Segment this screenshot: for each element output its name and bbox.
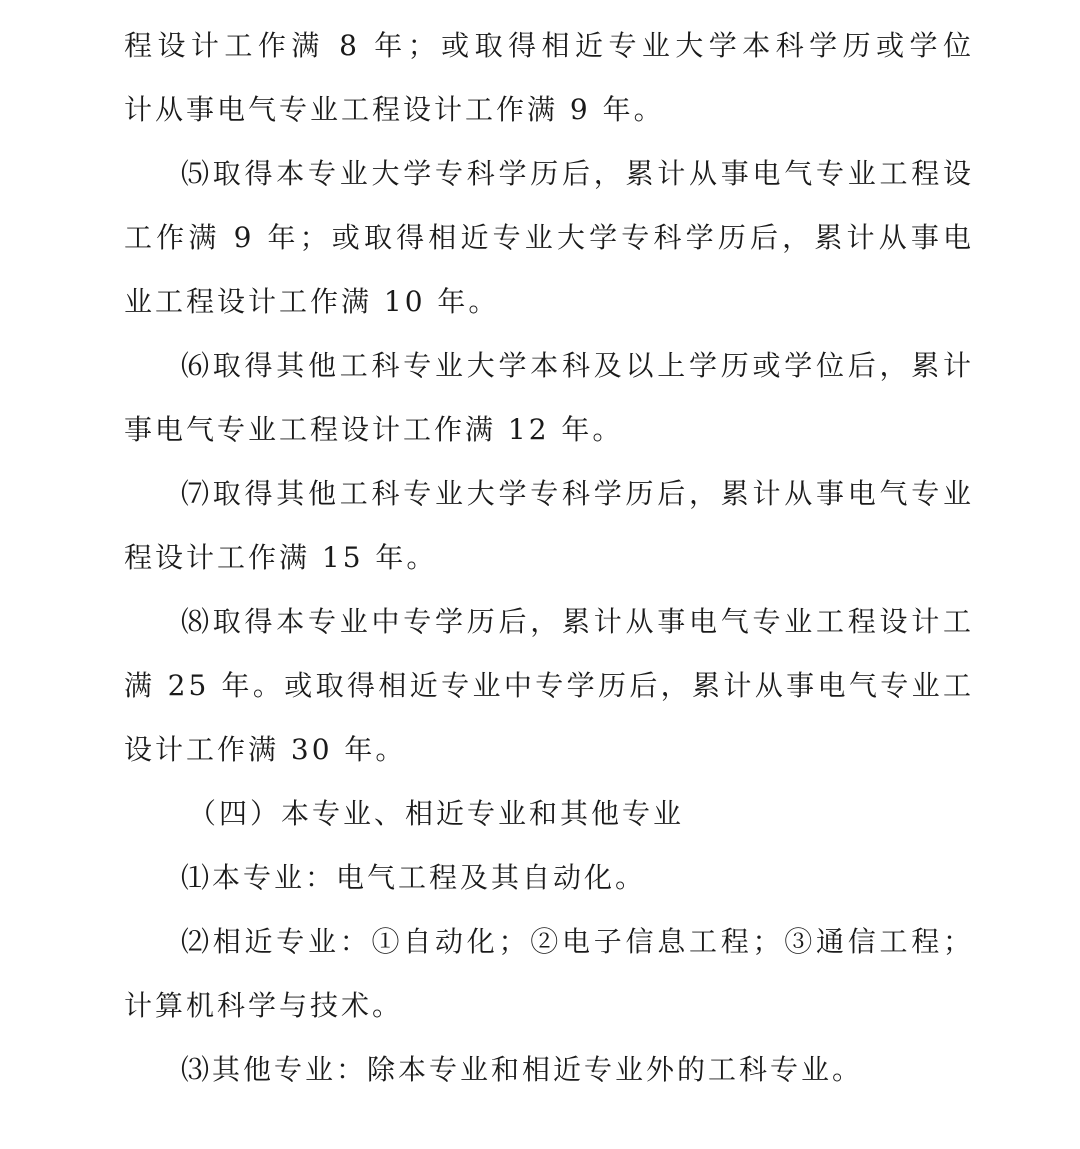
list-item-6: ⑹取得其他工科专业大学本科及以上学历或学位后，累计 <box>181 349 974 382</box>
text-line: 满 25 年。或取得相近专业中专学历后，累计从事电气专业工 <box>124 669 974 702</box>
document-body <box>124 14 974 1102</box>
text-line: 程设计工作满 8 年；或取得相近专业大学本科学历或学位 <box>124 29 974 62</box>
text-line: 工作满 9 年；或取得相近专业大学专科学历后，累计从事电 <box>124 221 974 254</box>
list-item-8: ⑻取得本专业中专学历后，累计从事电气专业工程设计工 <box>181 605 974 638</box>
list-item-5: ⑸取得本专业大学专科学历后，累计从事电气专业工程设 <box>181 157 974 190</box>
text-line: 事电气专业工程设计工作满 12 年。 <box>124 413 624 446</box>
section-heading: （四）本专业、相近专业和其他专业 <box>188 797 685 830</box>
list-item-2: ⑵相近专业：①自动化；②电子信息工程；③通信工程； <box>181 925 974 958</box>
text-line: 业工程设计工作满 10 年。 <box>124 285 500 318</box>
list-item-3: ⑶其他专业：除本专业和相近专业外的工科专业。 <box>181 1053 864 1086</box>
text-line: 设计工作满 30 年。 <box>124 733 407 766</box>
list-item-7: ⑺取得其他工科专业大学专科学历后，累计从事电气专业 <box>181 477 974 510</box>
list-item-1: ⑴本专业：电气工程及其自动化。 <box>181 861 647 894</box>
text-line: 程设计工作满 15 年。 <box>124 541 438 574</box>
text-line: 计从事电气专业工程设计工作满 9 年。 <box>124 93 665 126</box>
text-line: 计算机科学与技术。 <box>124 989 404 1022</box>
